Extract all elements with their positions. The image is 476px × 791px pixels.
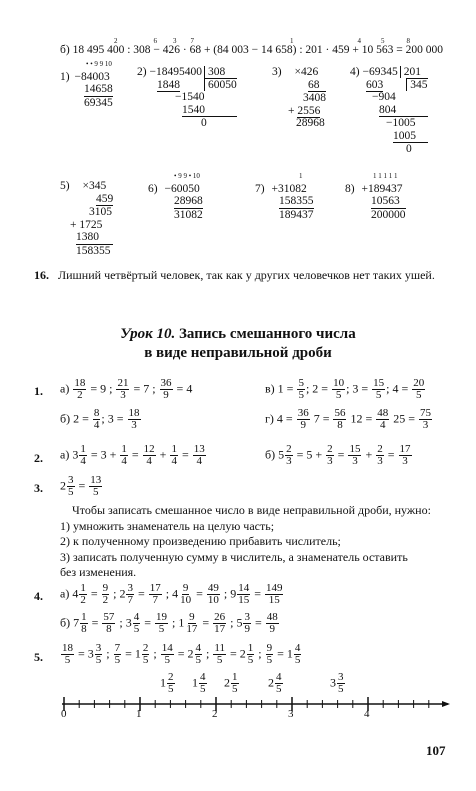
calc-8: 1 1 1 1 1 8) +189437 10563 200000	[345, 172, 406, 221]
task-2a: а) 3 $\frac{1}{4}$ = 3 + $\frac{1}{4}$ = $\frac{12}{4}$ + $\frac{1}{4}$ = $\frac{13}{4}$	[60, 443, 205, 467]
task-4-number: 4.	[34, 589, 43, 603]
numline-mark-2: 1 $\frac{4}{5}$	[192, 671, 206, 695]
page-number: 107	[426, 743, 446, 758]
lesson-title: Урок 10. Запись смешанного числа	[120, 326, 356, 342]
top-expression: б) 18 495 400 : 308 − 426 · 68 + (84 003 − 14 658) : 201 · 459 + 10 563 = 200 000	[60, 44, 443, 56]
task-4a: а) 4 $\frac{1}{2}$ = $\frac{9}{2}$ ; 2 $\frac{3}{7}$ = $\frac{17}{7}$ ; 4 $\frac{9}{10}$ = $\frac{49}{10}$ ; 9 $\frac{14}{15}$ = $\frac{149}{15}$	[60, 582, 283, 606]
calc-1: • • 9 9 10 1) −84003 14658 69345	[60, 60, 113, 109]
number-line	[58, 692, 453, 722]
task-3-rule: Чтобы записать смешанное число в виде неправильной дроби, нужно: 1) умножить знаменатель на целую часть; 2) к полученному произведению прибавить числитель; 3) записать полученную сумму в числитель, а знаменатель оставить без изменения.	[60, 503, 431, 579]
numline-mark-1: 1 $\frac{2}{5}$	[160, 671, 174, 695]
task-16: 16. Лишний четвёртый человек, так как у других человечков нет таких ушей.	[34, 268, 435, 282]
task-3-expr: 2 $\frac{3}{5}$ = $\frac{13}{5}$	[60, 474, 102, 498]
task-5-number: 5.	[34, 650, 43, 664]
axis-label-2: 2	[212, 708, 218, 720]
axis-label-1: 1	[136, 708, 142, 720]
task-1a: а) $\frac{18}{2}$ = 9 ; $\frac{21}{3}$ = 7 ; $\frac{36}{9}$ = 4	[60, 377, 193, 401]
axis-label-3: 3	[288, 708, 294, 720]
calc-3: 3) ×426 68 3408 + 2556 28968	[272, 66, 326, 129]
task-2-number: 2.	[34, 451, 43, 465]
task-4b: б) 7 $\frac{1}{8}$ = $\frac{57}{8}$ ; 3 $\frac{4}{5}$ = $\frac{19}{5}$ ; 1 $\frac{9}{17}$ = $\frac{26}{17}$ ; 5 $\frac{3}{9}$ = $\frac{48}{9}$	[60, 611, 278, 635]
calc-5: 5) ×345 459 3105 + 1725 1380 158355	[60, 180, 114, 257]
lesson-title-line2: в виде неправильной дроби	[144, 345, 332, 361]
task-1b: б) 2 = $\frac{8}{4}$ ; 3 = $\frac{18}{3}$	[60, 407, 140, 431]
task-5-expr: $\frac{18}{5}$ = 3 $\frac{3}{5}$ ; $\frac{7}{5}$ = 1 $\frac{2}{5}$ ; $\frac{14}{5}$ = 2 $\frac{4}{5}$ ; $\frac{11}{5}$ = 2 $\frac{1}{5}$ ; $\frac{9}{5}$ = 1 $\frac{4}{5}$	[62, 642, 301, 666]
task-1v: в) 1 = $\frac{5}{5}$ ; 2 = $\frac{10}{5}$ ; 3 = $\frac{15}{5}$ ; 4 = $\frac{20}{5}$	[265, 377, 425, 401]
calc-2: 2) −18495400 308 1848 60050 −1540 1540 0	[137, 66, 237, 129]
numline-mark-3: 2 $\frac{1}{5}$	[224, 671, 238, 695]
axis-label-4: 4	[364, 708, 370, 720]
order-marks: 2 6 3 7 1 4 5 8	[114, 37, 410, 45]
calc-7: 1 7) +31082 158355 189437	[255, 172, 314, 221]
axis-label-0: 0	[61, 708, 67, 720]
task-2b: б) 5 $\frac{2}{3}$ = 5 + $\frac{2}{3}$ = $\frac{15}{3}$ + $\frac{2}{3}$ = $\frac{17}{3}$	[265, 443, 411, 467]
task-1-number: 1.	[34, 384, 43, 398]
numline-mark-5: 3 $\frac{3}{5}$	[330, 671, 344, 695]
calc-6: • 9 9 • 10 6) −60050 28968 31082	[148, 172, 203, 221]
calc-4: 4) −69345 201 603 345 −904 804 −1005 1005 0	[350, 66, 428, 155]
task-3-number: 3.	[34, 481, 43, 495]
task-1g: г) 4 = $\frac{36}{9}$ 7 = $\frac{56}{8}$ 12 = $\frac{48}{4}$ 25 = $\frac{75}{3}$	[265, 407, 432, 431]
numline-mark-4: 2 $\frac{4}{5}$	[268, 671, 282, 695]
